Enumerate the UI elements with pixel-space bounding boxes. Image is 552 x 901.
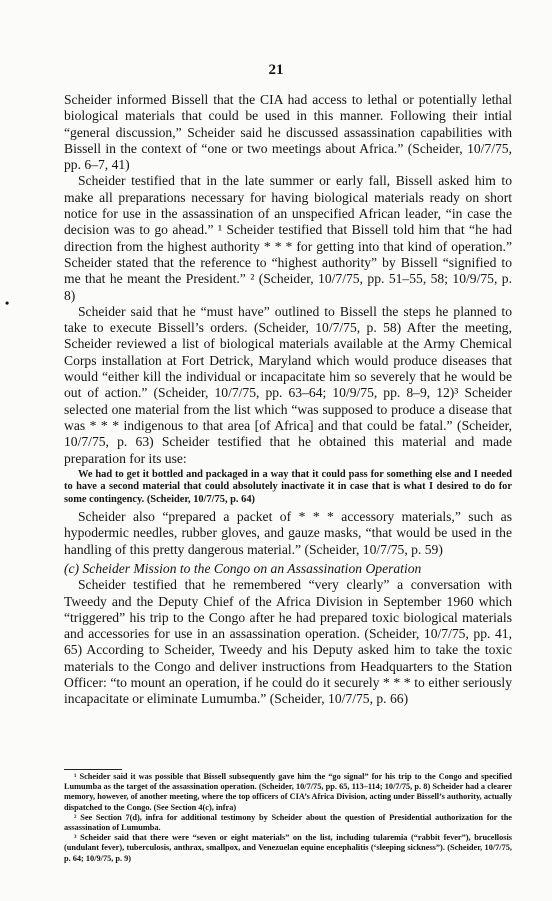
paragraph-4: Scheider also “prepared a packet of * * * accessory materials,” such as hypodermic needles, rubber gloves, and gauze masks, “that would be used in the handling of this pretty dangerous material.” (Scheider, 10/7/75, p. 59)	[64, 509, 512, 557]
footnote-1: ¹ Scheider said it was possible that Bissell subsequently gave him the “go signal” for his trip to the Congo and specified Lumumba as the target of the assassination operation. (Scheider, 10/7/75, pp. 65, 113–114; 10/7/75, p. 8) Scheider had a clearer memory, however, of another meeting, where the top officers of CIA’s Africa Division, acting under Bissell’s authority, actually dispatched to the Congo. (See Section 4(c), infra)	[64, 772, 512, 812]
footnote-3: ³ Scheider said that there were “seven or eight materials” on the list, including tularemia (“rabbit fever”), brucellosis (undulant fever), tuberculosis, anthrax, smallpox, and Venezuelan equine encephalitis (‘sleeping sickness”). (Scheider, 10/7/75, p. 64; 10/9/75, p. 9)	[64, 833, 512, 863]
page-number: 21	[268, 62, 284, 78]
footnote-2: ² See Section 7(d), infra for additional testimony by Scheider about the question of Presidential authorization for the assassination of Lumumba.	[64, 812, 512, 833]
footnotes	[64, 772, 512, 864]
subheading-title: Scheider Mission to the Congo on an Assassination Operation	[82, 560, 422, 576]
margin-mark: •	[5, 296, 10, 310]
footnote-divider	[64, 769, 122, 770]
paragraph-3: Scheider said that he “must have” outlined to Bissell the steps he planned to take to execute Bissell’s orders. (Scheider, 10/7/75, p. 58) After the meeting, Scheider reviewed a list of biological materials available at the Army Chemical Corps installation at Fort Detrick, Maryland which would produce diseases that would “either kill the individual or incapacitate him so severely that he would be out of action.” (Scheider, 10/7/75, pp. 63–64; 10/9/75, pp. 8–9, 12)³ Scheider selected one material from the list which “was supposed to produce a disease that was * * * indigenous to that area [of Africa] and that could be fatal.” (Scheider, 10/7/75, p. 63) Scheider testified that he obtained this material and made preparation for its use:	[64, 303, 512, 466]
paragraph-1: Scheider informed Bissell that the CIA had access to lethal or potentially lethal biological materials that could be used in this manner. Following their intial “general discussion,” Scheider said he discussed assassination capabilities with Bissell in the context of “one or two meetings about Africa.” (Scheider, 10/7/75, pp. 6–7, 41)	[64, 92, 512, 173]
subheading-label: (c)	[64, 560, 80, 576]
body-text	[64, 92, 512, 708]
block-quote: We had to get it bottled and packaged in a way that it could pass for something else and I needed to have a second material that could absolutely inactivate it in case that is what I desired to do for some contingency. (Scheider, 10/7/75, p. 64)	[64, 468, 512, 505]
paragraph-5: Scheider testified that he remembered “very clearly” a conversation with Tweedy and the Deputy Chief of the Africa Division in September 1960 which “triggered” his trip to the Congo after he had prepared toxic biological materials and accessories for use in an assassination operation. (Scheider, 10/7/75, pp. 41, 65) According to Scheider, Tweedy and his Deputy asked him to take the toxic materials to the Congo and deliver instructions from Headquarters to the Station Officer: “to mount an operation, if he could do it securely * * * to either seriously incapacitate or eliminate Lumumba.” (Scheider, 10/7/75, p. 66)	[64, 577, 512, 707]
paragraph-2: Scheider testified that in the late summer or early fall, Bissell asked him to make all preparations necessary for having biological materials ready on short notice for use in the assassination of an unspecified African leader, “in case the decision was to go ahead.” ¹ Scheider testified that Bissell told him that “he had direction from the highest authority * * * for getting into that kind of operation.” Scheider stated that the reference to “highest authority” by Bissell “signified to me that he meant the President.” ² (Scheider, 10/7/75, pp. 51–55, 58; 10/9/75, p. 8)	[64, 173, 512, 303]
section-subheading	[64, 561, 512, 577]
